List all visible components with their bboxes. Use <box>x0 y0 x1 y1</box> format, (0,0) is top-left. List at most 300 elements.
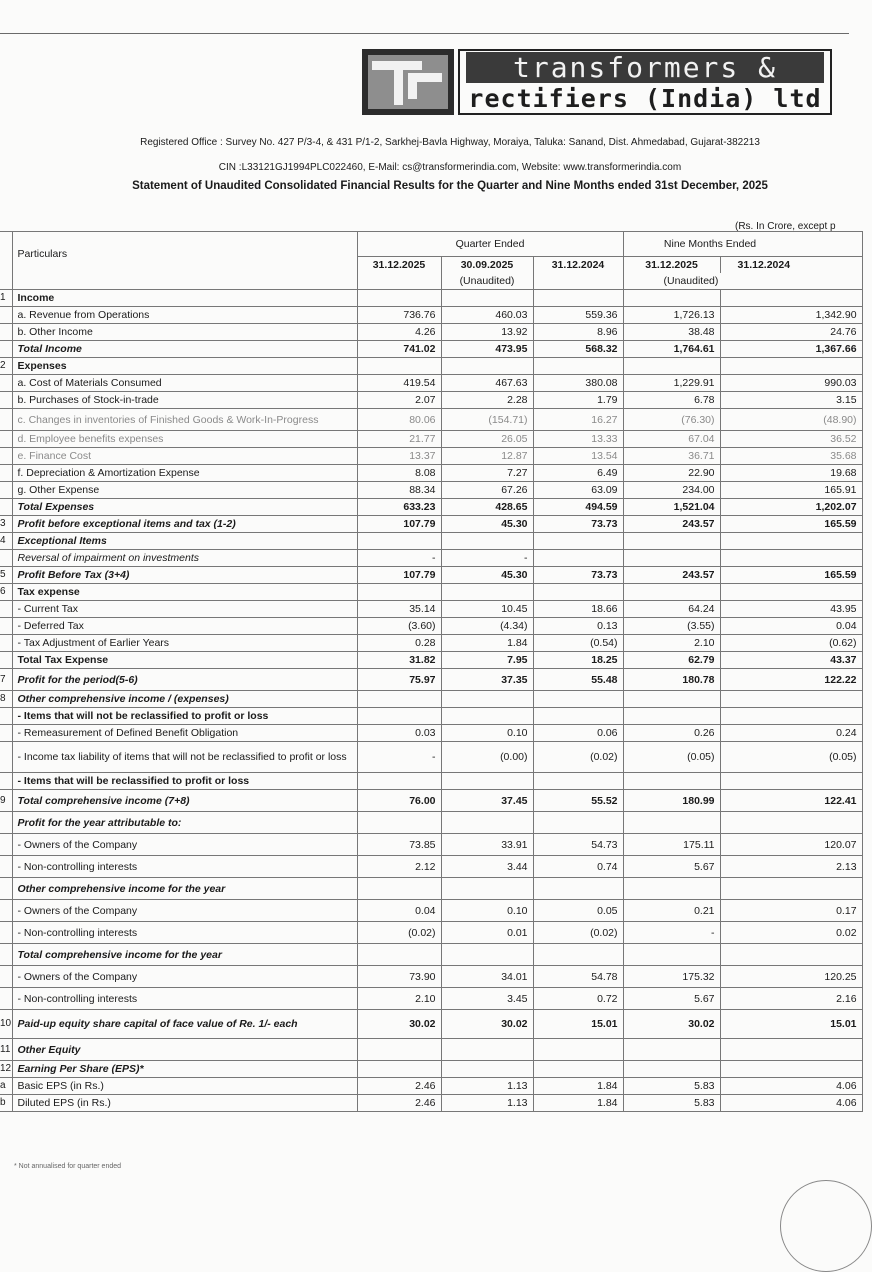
value-cell <box>720 1061 862 1078</box>
value-cell <box>533 533 623 550</box>
table-row <box>0 584 862 601</box>
value-cell <box>441 691 533 708</box>
value-cell: 36.71 <box>623 448 720 465</box>
table-row <box>0 482 862 499</box>
value-cell: 7.27 <box>441 465 533 482</box>
value-cell: (0.05) <box>720 742 862 773</box>
row-particular: Tax expense <box>12 584 357 601</box>
value-cell: 35.68 <box>720 448 862 465</box>
table-row <box>0 944 862 966</box>
table-row <box>0 900 862 922</box>
value-cell: 568.32 <box>533 341 623 358</box>
row-particular: - Owners of the Company <box>12 834 357 856</box>
value-cell <box>357 290 441 307</box>
value-cell: 2.10 <box>623 635 720 652</box>
company-seal-stamp <box>780 1180 872 1272</box>
value-cell: 3.15 <box>720 392 862 409</box>
row-particular: - Owners of the Company <box>12 966 357 988</box>
table-row <box>0 773 862 790</box>
value-cell: 1,342.90 <box>720 307 862 324</box>
table-row <box>0 307 862 324</box>
financial-results-table <box>0 231 863 1112</box>
value-cell: 36.52 <box>720 431 862 448</box>
value-cell: 22.90 <box>623 465 720 482</box>
footnote: * Not annualised for quarter ended <box>14 1163 122 1170</box>
value-cell: 10.45 <box>441 601 533 618</box>
value-cell: 18.25 <box>533 652 623 669</box>
value-cell: 45.30 <box>441 567 533 584</box>
row-number <box>0 708 12 725</box>
value-cell: 0.10 <box>441 900 533 922</box>
value-cell <box>623 550 720 567</box>
row-particular: g. Other Expense <box>12 482 357 499</box>
table-row <box>0 725 862 742</box>
registered-office: Registered Office : Survey No. 427 P/3-4, & 431 P/1-2, Sarkhej-Bavla Highway, Moraiya, Taluka: Sanand, Dist. Ahmedabad, Gujarat-382213 <box>140 137 760 148</box>
value-cell: 0.28 <box>357 635 441 652</box>
value-cell: 64.24 <box>623 601 720 618</box>
nine-months-header: Nine Months Ended <box>623 232 862 257</box>
value-cell: 473.95 <box>441 341 533 358</box>
table-row <box>0 652 862 669</box>
table-row <box>0 567 862 584</box>
row-particular: a. Revenue from Operations <box>12 307 357 324</box>
row-particular: Income <box>12 290 357 307</box>
value-cell: 122.22 <box>720 669 862 691</box>
value-cell <box>533 584 623 601</box>
value-cell: 54.78 <box>533 966 623 988</box>
value-cell: 380.08 <box>533 375 623 392</box>
value-cell: 0.05 <box>533 900 623 922</box>
value-cell: 2.46 <box>357 1095 441 1112</box>
value-cell: 35.14 <box>357 601 441 618</box>
value-cell <box>623 878 720 900</box>
value-cell: 15.01 <box>533 1010 623 1039</box>
value-cell <box>533 773 623 790</box>
row-particular: d. Employee benefits expenses <box>12 431 357 448</box>
value-cell <box>623 533 720 550</box>
row-particular: Profit for the period(5-6) <box>12 669 357 691</box>
table-row <box>0 1095 862 1112</box>
value-cell: (48.90) <box>720 409 862 431</box>
value-cell <box>357 812 441 834</box>
unaudited-label: (Unaudited) <box>441 273 533 290</box>
value-cell: 428.65 <box>441 499 533 516</box>
value-cell <box>720 1039 862 1061</box>
value-cell: 165.59 <box>720 516 862 533</box>
value-cell: 5.67 <box>623 988 720 1010</box>
value-cell <box>720 358 862 375</box>
row-number <box>0 465 12 482</box>
value-cell <box>720 812 862 834</box>
value-cell <box>720 691 862 708</box>
value-cell: 467.63 <box>441 375 533 392</box>
table-row <box>0 341 862 358</box>
value-cell: 6.49 <box>533 465 623 482</box>
logo-line-2: rectifiers (India) ltd <box>468 84 822 113</box>
row-particular: - Items that will be reclassified to profit or loss <box>12 773 357 790</box>
value-cell <box>441 1061 533 1078</box>
value-cell: 30.02 <box>441 1010 533 1039</box>
value-cell <box>533 691 623 708</box>
row-number <box>0 725 12 742</box>
value-cell <box>441 584 533 601</box>
value-cell: 8.96 <box>533 324 623 341</box>
value-cell: - <box>357 742 441 773</box>
value-cell: (0.02) <box>533 922 623 944</box>
row-particular: Paid-up equity share capital of face value of Re. 1/- each <box>12 1010 357 1039</box>
row-particular: Expenses <box>12 358 357 375</box>
value-cell: 0.04 <box>720 618 862 635</box>
row-particular: c. Changes in inventories of Finished Goods & Work-In-Progress <box>12 409 357 431</box>
value-cell: 37.45 <box>441 790 533 812</box>
row-particular: - Deferred Tax <box>12 618 357 635</box>
value-cell: (0.02) <box>533 742 623 773</box>
value-cell <box>441 773 533 790</box>
value-cell: (154.71) <box>441 409 533 431</box>
row-number: 12 <box>0 1061 12 1078</box>
value-cell: 1.13 <box>441 1078 533 1095</box>
value-cell: 0.03 <box>357 725 441 742</box>
row-number: a <box>0 1078 12 1095</box>
value-cell <box>441 812 533 834</box>
table-body <box>0 290 862 1112</box>
value-cell: 4.06 <box>720 1095 862 1112</box>
row-number <box>0 944 12 966</box>
row-number <box>0 834 12 856</box>
value-cell: 73.85 <box>357 834 441 856</box>
value-cell: 122.41 <box>720 790 862 812</box>
row-number <box>0 307 12 324</box>
value-cell <box>623 812 720 834</box>
row-particular: Earning Per Share (EPS)* <box>12 1061 357 1078</box>
value-cell: 13.33 <box>533 431 623 448</box>
value-cell: 21.77 <box>357 431 441 448</box>
value-cell: 67.04 <box>623 431 720 448</box>
value-cell: 107.79 <box>357 567 441 584</box>
value-cell: 0.13 <box>533 618 623 635</box>
company-logo-mark-icon <box>362 49 454 115</box>
value-cell: 165.91 <box>720 482 862 499</box>
table-row <box>0 392 862 409</box>
value-cell: 1,229.91 <box>623 375 720 392</box>
value-cell: 73.73 <box>533 567 623 584</box>
company-logo <box>362 49 832 115</box>
row-number <box>0 448 12 465</box>
row-particular: Exceptional Items <box>12 533 357 550</box>
value-cell: 2.28 <box>441 392 533 409</box>
row-particular: a. Cost of Materials Consumed <box>12 375 357 392</box>
value-cell <box>623 584 720 601</box>
table-row <box>0 988 862 1010</box>
value-cell: 37.35 <box>441 669 533 691</box>
value-cell: 1.84 <box>441 635 533 652</box>
value-cell: 2.07 <box>357 392 441 409</box>
value-cell <box>623 358 720 375</box>
table-row <box>0 1061 862 1078</box>
value-cell: 741.02 <box>357 341 441 358</box>
value-cell <box>533 1039 623 1061</box>
table-row <box>0 1078 862 1095</box>
value-cell <box>357 533 441 550</box>
row-particular: - Non-controlling interests <box>12 922 357 944</box>
row-number: 10 <box>0 1010 12 1039</box>
row-particular: Profit before exceptional items and tax (1-2) <box>12 516 357 533</box>
row-number <box>0 900 12 922</box>
table-row <box>0 448 862 465</box>
row-number: 6 <box>0 584 12 601</box>
row-number: 11 <box>0 1039 12 1061</box>
row-particular: Total Income <box>12 341 357 358</box>
value-cell: 67.26 <box>441 482 533 499</box>
table-row <box>0 834 862 856</box>
value-cell <box>533 878 623 900</box>
row-particular: Reversal of impairment on investments <box>12 550 357 567</box>
value-cell: 30.02 <box>623 1010 720 1039</box>
value-cell: 13.92 <box>441 324 533 341</box>
particulars-header: Particulars <box>12 232 357 290</box>
value-cell: (0.00) <box>441 742 533 773</box>
value-cell: 26.05 <box>441 431 533 448</box>
value-cell <box>720 708 862 725</box>
row-number: b <box>0 1095 12 1112</box>
row-number <box>0 922 12 944</box>
value-cell: 73.73 <box>533 516 623 533</box>
value-cell <box>720 550 862 567</box>
date-header: 31.12.2024 <box>720 257 862 274</box>
table-row <box>0 465 862 482</box>
value-cell <box>357 584 441 601</box>
value-cell: 54.73 <box>533 834 623 856</box>
table-row <box>0 290 862 307</box>
value-cell: 33.91 <box>441 834 533 856</box>
row-number <box>0 618 12 635</box>
value-cell: 419.54 <box>357 375 441 392</box>
table-row <box>0 601 862 618</box>
row-number <box>0 392 12 409</box>
value-cell <box>720 584 862 601</box>
row-particular: Other comprehensive income for the year <box>12 878 357 900</box>
table-row <box>0 533 862 550</box>
value-cell: 7.95 <box>441 652 533 669</box>
row-number: 9 <box>0 790 12 812</box>
value-cell: 494.59 <box>533 499 623 516</box>
value-cell <box>623 944 720 966</box>
row-number: 2 <box>0 358 12 375</box>
table-row <box>0 1039 862 1061</box>
value-cell: - <box>623 922 720 944</box>
value-cell: 120.07 <box>720 834 862 856</box>
row-particular: - Income tax liability of items that will not be reclassified to profit or loss <box>12 742 357 773</box>
row-particular: Total Tax Expense <box>12 652 357 669</box>
value-cell: 0.06 <box>533 725 623 742</box>
row-number <box>0 773 12 790</box>
row-number <box>0 375 12 392</box>
row-number <box>0 988 12 1010</box>
table-row <box>0 375 862 392</box>
value-cell: 120.25 <box>720 966 862 988</box>
row-particular: - Remeasurement of Defined Benefit Obligation <box>12 725 357 742</box>
table-row <box>0 812 862 834</box>
top-rule <box>0 33 849 34</box>
status-cell <box>357 273 441 290</box>
table-row <box>0 516 862 533</box>
value-cell: 80.06 <box>357 409 441 431</box>
row-number: 1 <box>0 290 12 307</box>
row-particular: Total Expenses <box>12 499 357 516</box>
table-row <box>0 550 862 567</box>
value-cell: 990.03 <box>720 375 862 392</box>
value-cell: 13.37 <box>357 448 441 465</box>
value-cell: 1,367.66 <box>720 341 862 358</box>
logo-line-1: transformers & <box>466 52 824 83</box>
value-cell: 0.24 <box>720 725 862 742</box>
value-cell: 43.37 <box>720 652 862 669</box>
table-row <box>0 409 862 431</box>
table-row <box>0 708 862 725</box>
row-particular: - Non-controlling interests <box>12 856 357 878</box>
value-cell: 31.82 <box>357 652 441 669</box>
value-cell: 38.48 <box>623 324 720 341</box>
value-cell: 165.59 <box>720 567 862 584</box>
value-cell <box>357 773 441 790</box>
value-cell: 5.67 <box>623 856 720 878</box>
row-particular: - Current Tax <box>12 601 357 618</box>
value-cell: 633.23 <box>357 499 441 516</box>
row-number: 8 <box>0 691 12 708</box>
value-cell <box>623 290 720 307</box>
value-cell <box>533 1061 623 1078</box>
value-cell: 107.79 <box>357 516 441 533</box>
table-row <box>0 635 862 652</box>
value-cell <box>533 290 623 307</box>
value-cell: 736.76 <box>357 307 441 324</box>
value-cell: 175.11 <box>623 834 720 856</box>
value-cell <box>441 533 533 550</box>
row-number <box>0 601 12 618</box>
table-header-row <box>0 232 862 257</box>
value-cell: 34.01 <box>441 966 533 988</box>
value-cell: (0.54) <box>533 635 623 652</box>
value-cell: 2.13 <box>720 856 862 878</box>
row-number <box>0 341 12 358</box>
value-cell: - <box>357 550 441 567</box>
value-cell: 0.26 <box>623 725 720 742</box>
status-cell <box>533 273 623 290</box>
row-number <box>0 482 12 499</box>
value-cell: 2.10 <box>357 988 441 1010</box>
header-sn-cell <box>0 232 12 290</box>
value-cell: 175.32 <box>623 966 720 988</box>
row-particular: f. Depreciation & Amortization Expense <box>12 465 357 482</box>
value-cell: 0.01 <box>441 922 533 944</box>
value-cell: 16.27 <box>533 409 623 431</box>
row-particular: Total comprehensive income for the year <box>12 944 357 966</box>
value-cell <box>720 944 862 966</box>
value-cell: 0.21 <box>623 900 720 922</box>
value-cell: 15.01 <box>720 1010 862 1039</box>
quarter-ended-header: Quarter Ended <box>357 232 623 257</box>
value-cell: 5.83 <box>623 1095 720 1112</box>
date-header: 31.12.2025 <box>623 257 720 274</box>
row-particular: Basic EPS (in Rs.) <box>12 1078 357 1095</box>
row-number <box>0 635 12 652</box>
row-number: 3 <box>0 516 12 533</box>
date-header: 31.12.2024 <box>533 257 623 274</box>
row-particular: Other comprehensive income / (expenses) <box>12 691 357 708</box>
value-cell: 0.10 <box>441 725 533 742</box>
unaudited-label: (Unaudited) <box>623 273 862 290</box>
value-cell <box>533 708 623 725</box>
date-header: 31.12.2025 <box>357 257 441 274</box>
row-number: 7 <box>0 669 12 691</box>
value-cell: 73.90 <box>357 966 441 988</box>
value-cell <box>441 358 533 375</box>
value-cell: 4.06 <box>720 1078 862 1095</box>
table-row <box>0 856 862 878</box>
value-cell: (3.55) <box>623 618 720 635</box>
value-cell <box>441 708 533 725</box>
row-number <box>0 550 12 567</box>
value-cell: 3.45 <box>441 988 533 1010</box>
row-number <box>0 966 12 988</box>
value-cell <box>441 290 533 307</box>
value-cell: 1,764.61 <box>623 341 720 358</box>
value-cell: 0.04 <box>357 900 441 922</box>
table-row <box>0 1010 862 1039</box>
value-cell <box>357 691 441 708</box>
row-number: 4 <box>0 533 12 550</box>
value-cell <box>441 878 533 900</box>
table-row <box>0 618 862 635</box>
value-cell: 3.44 <box>441 856 533 878</box>
row-particular: e. Finance Cost <box>12 448 357 465</box>
value-cell <box>357 1061 441 1078</box>
statement-title: Statement of Unaudited Consolidated Financial Results for the Quarter and Nine Months ended 31st December, 2025 <box>132 180 768 192</box>
value-cell: 1.13 <box>441 1095 533 1112</box>
row-particular: - Non-controlling interests <box>12 988 357 1010</box>
value-cell: 0.17 <box>720 900 862 922</box>
table-row <box>0 431 862 448</box>
value-cell <box>720 533 862 550</box>
row-number <box>0 856 12 878</box>
value-cell: 8.08 <box>357 465 441 482</box>
company-logo-wordmark <box>458 49 832 115</box>
value-cell: 1,521.04 <box>623 499 720 516</box>
value-cell: 45.30 <box>441 516 533 533</box>
value-cell: 13.54 <box>533 448 623 465</box>
value-cell: 1,202.07 <box>720 499 862 516</box>
row-number <box>0 812 12 834</box>
row-particular: b. Other Income <box>12 324 357 341</box>
row-particular: - Tax Adjustment of Earlier Years <box>12 635 357 652</box>
value-cell <box>357 878 441 900</box>
value-cell: 24.76 <box>720 324 862 341</box>
row-particular: Diluted EPS (in Rs.) <box>12 1095 357 1112</box>
value-cell: 76.00 <box>357 790 441 812</box>
table-row <box>0 878 862 900</box>
row-particular: Total comprehensive income (7+8) <box>12 790 357 812</box>
row-number <box>0 409 12 431</box>
cin-contact-line: CIN :L33121GJ1994PLC022460, E-Mail: cs@transformerindia.com, Website: www.transformerindia.com <box>218 162 682 173</box>
row-number <box>0 499 12 516</box>
value-cell: (0.05) <box>623 742 720 773</box>
value-cell: (3.60) <box>357 618 441 635</box>
row-number <box>0 878 12 900</box>
value-cell: 88.34 <box>357 482 441 499</box>
value-cell: (4.34) <box>441 618 533 635</box>
value-cell: 19.68 <box>720 465 862 482</box>
table-row <box>0 922 862 944</box>
